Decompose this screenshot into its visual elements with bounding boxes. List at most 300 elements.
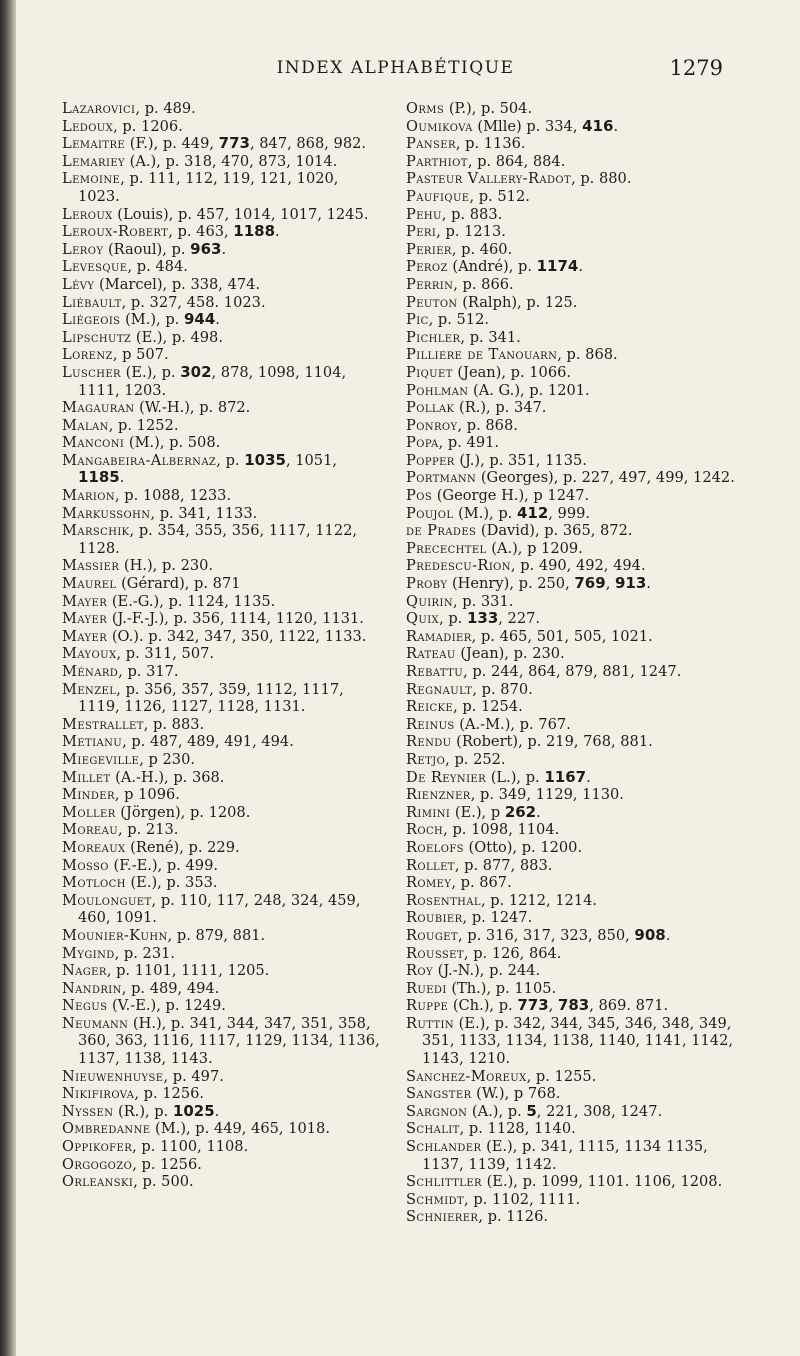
entry-name: Mayer [62, 610, 108, 628]
entry-refs: (Gérard), p. 871 [116, 575, 241, 593]
index-entry [62, 769, 382, 787]
entry-refs: (O.). p. 342, 347, 350, 1122, 1133. [107, 627, 367, 645]
entry-name: Lemaitre [62, 135, 126, 153]
entry-refs: , p. 463, [168, 223, 234, 241]
entry-name: Mygind [62, 944, 115, 962]
entry-name: Roy [406, 962, 433, 980]
index-entry [406, 733, 741, 751]
entry-name: Orms [406, 100, 445, 117]
entry-name: Moller [62, 803, 116, 821]
index-entry [406, 118, 741, 136]
entry-refs-tail: , 869. 871. [589, 997, 669, 1015]
entry-refs: (A.), p. [467, 1102, 527, 1120]
entry-name: Liébault [62, 293, 122, 311]
entry-refs: (Louis), p. 457, 1014, 1017, 1245. [112, 205, 369, 223]
index-entry [62, 645, 382, 663]
entry-refs: (A. G.), p. 1201. [468, 381, 590, 399]
entry-name: Paufique [406, 187, 470, 205]
entry-refs: , p. 341. [460, 328, 521, 346]
entry-name: Marschik [62, 522, 130, 540]
entry-refs: (J.), p. 351, 1135. [454, 451, 587, 469]
entry-bold-ref: 1188 [233, 222, 276, 241]
entry-bold-ref: 5 [526, 1101, 537, 1120]
entry-refs: , p. 500. [133, 1173, 194, 1191]
entry-name: Popper [406, 451, 455, 469]
index-entry [62, 522, 382, 557]
index-entry [406, 346, 741, 364]
index-column-right [406, 100, 741, 1226]
index-entry [62, 997, 382, 1015]
entry-refs: , p. [439, 610, 467, 628]
entry-name: Mounier-Kuhn [62, 926, 168, 944]
entry-refs: , p. 1136. [455, 135, 526, 153]
entry-bold-ref: 769 [574, 574, 606, 593]
entry-refs: (R.), p. 347. [454, 399, 547, 417]
index-entry [406, 487, 741, 505]
index-entry [62, 1085, 382, 1103]
index-entry [62, 1156, 382, 1174]
entry-refs-tail: . [215, 311, 220, 329]
entry-refs: (A.-H.), p. 368. [110, 768, 225, 786]
entry-bold-ref: 1035 [244, 450, 286, 469]
entry-name: Ombredanne [62, 1120, 151, 1138]
index-entry [406, 874, 741, 892]
index-entry [62, 329, 382, 347]
entry-name: Mayer [62, 592, 108, 610]
entry-name: Motloch [62, 874, 126, 892]
index-entry [62, 751, 382, 769]
entry-refs: , p. 512. [428, 311, 490, 329]
entry-refs: , p. 1254. [453, 698, 523, 716]
entry-name: Pehu [406, 205, 442, 223]
index-entry [406, 364, 741, 382]
entry-name: Malan [62, 416, 109, 434]
entry-refs: , p. 356, 357, 359, 1112, 1117, 1119, 1126, 1127, 1128, 1131. [78, 680, 344, 716]
entry-refs: (H.), p. 341, 344, 347, 351, 358, 360, 363, 1116, 1117, 1129, 1134, 1136, 1137, 1138, 1143. [78, 1014, 380, 1068]
index-entry [62, 135, 382, 153]
index-entry [62, 223, 382, 241]
entry-refs: , p. 331. [452, 592, 514, 610]
entry-refs: , p. 866. [453, 275, 514, 293]
entry-refs: (E.-G.), p. 1124, 1135. [107, 592, 276, 610]
entry-name: Rendu [406, 733, 452, 751]
entry-refs: (F.-E.), p. 499. [108, 856, 219, 874]
index-entry [406, 575, 741, 593]
entry-refs: (Otto), p. 1200. [463, 838, 583, 856]
entry-name: Perrin [406, 275, 454, 293]
index-entry [406, 909, 741, 927]
entry-name: Millet [62, 768, 111, 786]
entry-name: Mayoux [62, 645, 117, 663]
index-entry [62, 980, 382, 998]
index-entry [406, 593, 741, 611]
entry-name: Sargnon [406, 1102, 468, 1120]
index-entry [62, 839, 382, 857]
entry-name: Quix [406, 610, 440, 628]
entry-refs: , p 230. [139, 750, 195, 768]
entry-name: Schlander [406, 1138, 482, 1156]
entry-name: Ponroy [406, 416, 458, 434]
entry-name: Leroux [62, 205, 113, 223]
entry-refs-tail: , 999. [548, 504, 591, 522]
entry-refs: (A.), p 1209. [486, 539, 583, 557]
entry-refs: (Georges), p. 227, 497, 499, 1242. [476, 469, 735, 487]
index-entry [406, 1068, 741, 1086]
entry-name: Retjo [406, 750, 446, 768]
entry-refs: (A.), p. 318, 470, 873, 1014. [125, 152, 338, 170]
entry-name: Pos [406, 487, 433, 505]
entry-name: Rebattu [406, 663, 464, 680]
entry-refs: , p. 213. [118, 821, 179, 839]
index-entry [62, 663, 382, 681]
index-entry [406, 452, 741, 470]
entry-name: Peroz [406, 258, 448, 276]
entry-refs: (André), p. [447, 258, 537, 276]
entry-refs: , p. 111, 112, 119, 121, 1020, 1023. [78, 170, 339, 205]
entry-name: Lipschutz [62, 328, 132, 346]
entry-name: Maurel [62, 575, 117, 593]
entry-name: Roelofs [406, 838, 464, 856]
entry-bold-ref: 412 [516, 503, 549, 522]
entry-name: Piquet [406, 363, 453, 381]
index-entry [62, 118, 382, 136]
entry-refs: , p. 1256. [134, 1085, 205, 1103]
entry-name: Portmann [406, 469, 477, 487]
entry-refs: , p. 1247. [462, 909, 533, 927]
entry-refs: , p. 868. [457, 416, 518, 434]
entry-name: Parthiot [406, 152, 468, 170]
index-entry [406, 188, 741, 206]
entry-name: Sanchez-Moreux [406, 1067, 527, 1085]
entry-name: Schlittler [406, 1173, 482, 1191]
entry-name: Mangabeira-Albernaz [62, 451, 217, 469]
index-entry [406, 980, 741, 998]
entry-refs: , p. 1128, 1140. [459, 1120, 576, 1138]
index-entry [62, 206, 382, 224]
index-entry [62, 927, 382, 945]
entry-refs: (J.-F.-J.), p. 356, 1114, 1120, 1131. [107, 610, 364, 628]
entry-bold-ref: 1185 [78, 468, 120, 487]
index-entry [406, 311, 741, 329]
index-entry [406, 1191, 741, 1209]
index-column-left [62, 100, 382, 1191]
index-entry [62, 821, 382, 839]
entry-refs: (W.-H.), p. 872. [134, 399, 251, 417]
index-entry [62, 258, 382, 276]
index-entry [62, 945, 382, 963]
entry-name: Nandrin [62, 979, 122, 997]
entry-name: Metianu [62, 733, 123, 751]
entry-refs: , p. 1206. [113, 117, 183, 135]
index-entry [62, 610, 382, 628]
entry-name: Sangster [406, 1085, 472, 1103]
entry-name: Mestrallet [62, 715, 144, 733]
index-entry [62, 505, 382, 523]
entry-refs: , p. 883. [441, 205, 503, 223]
entry-refs: , p. 879, 881. [167, 926, 266, 944]
entry-refs: (E.), p. 341, 1115, 1134 1135, 1137, 1139, 1142. [422, 1138, 708, 1173]
entry-refs-tail: . [646, 575, 651, 593]
entry-refs-tail: . [119, 469, 125, 487]
entry-refs-tail: . [221, 240, 227, 258]
entry-refs: (E.), p. 498. [131, 328, 223, 346]
entry-refs: , p. 1126. [478, 1208, 549, 1226]
index-entry [62, 452, 382, 487]
index-entry [62, 892, 382, 927]
entry-name: Oumikova [406, 117, 473, 135]
entry-refs: , p. 1256. [132, 1155, 202, 1173]
index-entry [62, 399, 382, 417]
entry-refs: , p. 252. [445, 750, 506, 768]
entry-refs: , p. 1213. [436, 223, 506, 241]
index-entry [62, 100, 382, 118]
entry-refs: , p. 484. [127, 258, 188, 276]
entry-refs-tail: , 1051, [285, 451, 338, 469]
index-entry [406, 1015, 741, 1068]
index-entry [62, 276, 382, 294]
index-entry [62, 874, 382, 892]
index-entry [406, 1120, 741, 1138]
index-entry [406, 1103, 741, 1121]
index-entry [62, 557, 382, 575]
entry-name: Schmidt [406, 1190, 465, 1208]
entry-refs: , p. 877, 883. [454, 856, 553, 874]
entry-name: Pollak [406, 399, 455, 417]
entry-refs: , p. 868. [557, 346, 618, 364]
entry-refs: , p. 126, 864. [463, 944, 562, 962]
index-entry [406, 786, 741, 804]
entry-name: Pilliere de Tanouarn [406, 346, 558, 364]
index-entry [406, 1208, 741, 1226]
entry-refs: , p. 316, 317, 323, 850, [457, 926, 635, 944]
entry-bold-ref: 773 [218, 134, 250, 153]
entry-name: Proby [406, 575, 448, 593]
entry-refs: (E.), p. 1099, 1101. 1106, 1208. [481, 1173, 723, 1191]
index-entry [406, 329, 741, 347]
entry-refs: , p. 231. [114, 944, 176, 962]
entry-name: Pasteur Vallery-Radot [406, 170, 572, 188]
entry-name: Lemariey [62, 152, 126, 170]
entry-refs: , p 1096. [114, 786, 180, 804]
index-entry [62, 857, 382, 875]
entry-refs-tail: , 227. [498, 610, 541, 628]
index-entry [62, 1103, 382, 1121]
index-entry [406, 945, 741, 963]
entry-name: Roch [406, 821, 444, 839]
index-entry [406, 100, 741, 118]
entry-refs: (George H.), p 1247. [432, 487, 590, 505]
entry-refs: , p. 880. [571, 170, 632, 188]
entry-name: Moreau [62, 821, 119, 839]
entry-refs: , p. 341, 1133. [150, 504, 258, 522]
entry-refs: , p. 1255. [526, 1067, 597, 1085]
entry-name: Menzel [62, 680, 117, 698]
index-entry [62, 417, 382, 435]
page-number: 1279 [669, 56, 723, 80]
entry-name: Ménard [62, 663, 119, 680]
index-entry [62, 593, 382, 611]
entry-refs: , p. 487, 489, 491, 494. [122, 733, 294, 751]
entry-bold-ref: 416 [582, 116, 614, 135]
entry-refs: (P.), p. 504. [444, 100, 533, 117]
entry-refs-tail: . [578, 258, 584, 276]
entry-refs: (H.), p. 230. [119, 557, 214, 575]
entry-bold-ref: 908 [634, 925, 666, 944]
entry-name: Moreaux [62, 838, 126, 856]
entry-refs: (René), p. 229. [125, 838, 240, 856]
index-entry [406, 522, 741, 540]
index-entry [62, 170, 382, 205]
entry-refs: , p. 349, 1129, 1130. [470, 786, 624, 804]
index-entry [406, 997, 741, 1015]
entry-refs: (David), p. 365, 872. [476, 522, 633, 540]
page-header [68, 56, 723, 84]
index-entry [406, 417, 741, 435]
entry-refs: , p. 1098, 1104. [443, 821, 560, 839]
index-entry [406, 399, 741, 417]
index-entry [406, 135, 741, 153]
entry-name: Levesque [62, 258, 128, 276]
index-entry [406, 170, 741, 188]
entry-bold-ref: 913 [614, 574, 647, 593]
entry-name: Panser [406, 135, 456, 153]
index-entry [406, 1138, 741, 1173]
index-entry [406, 698, 741, 716]
entry-name: Negus [62, 997, 108, 1015]
index-entry [406, 628, 741, 646]
entry-refs: (M.), p. 508. [124, 434, 221, 452]
entry-name: Lévy [62, 275, 95, 293]
entry-refs: , p. 317. [118, 663, 179, 680]
entry-name: Marion [62, 487, 115, 505]
entry-refs: (Henry), p. 250, [447, 575, 575, 593]
entry-name: Roubier [406, 909, 463, 927]
entry-refs: , p. 460. [451, 240, 513, 258]
index-entry [406, 962, 741, 980]
index-entry [406, 434, 741, 452]
entry-refs: , p. 491. [438, 434, 500, 452]
index-entry [62, 1138, 382, 1156]
book-spine-shadow [0, 0, 16, 1356]
entry-refs: (V.-E.), p. 1249. [107, 997, 226, 1015]
entry-name: De Reynier [406, 768, 487, 786]
entry-name: Lazarovici [62, 100, 136, 117]
entry-bold-ref: 302 [180, 362, 212, 381]
entry-refs: , p. [216, 451, 245, 469]
index-entry [406, 382, 741, 400]
entry-name: Poujol [406, 504, 454, 522]
entry-refs: (Th.), p. 1105. [446, 979, 557, 997]
entry-name: Oppikofer [62, 1138, 133, 1156]
entry-name: Romey [406, 874, 452, 892]
entry-refs: (Jean), p. 230. [455, 645, 565, 663]
entry-name: Magauran [62, 399, 135, 417]
index-entry [62, 1068, 382, 1086]
entry-refs: (F.), p. 449, [125, 135, 219, 153]
entry-name: Ruedi [406, 979, 447, 997]
index-entry [406, 1085, 741, 1103]
entry-bold-ref: 783 [557, 996, 590, 1015]
entry-name: Nikifirova [62, 1085, 135, 1103]
entry-name: Rienzner [406, 786, 471, 804]
entry-refs: , p. 1252. [108, 416, 179, 434]
index-entry [406, 681, 741, 699]
entry-name: Massier [62, 557, 120, 575]
entry-name: Peri [406, 223, 437, 241]
entry-refs: , p. 489. [135, 100, 196, 117]
index-entry [62, 786, 382, 804]
entry-bold-ref: 773 [517, 996, 549, 1015]
entry-refs-tail: , 847, 868, 982. [249, 135, 367, 153]
entry-name: Pic [406, 311, 429, 329]
index-entry [62, 962, 382, 980]
entry-refs-tail: . [214, 1102, 220, 1120]
entry-refs: (Robert), p. 219, 768, 881. [451, 733, 653, 751]
entry-name: Rousset [406, 944, 464, 962]
entry-refs-tail: . [275, 223, 280, 241]
entry-refs-tail: , 221, 308, 1247. [536, 1102, 663, 1120]
entry-refs-tail: . [586, 768, 591, 786]
entry-refs-tail: . [665, 926, 671, 944]
entry-refs: , p 507. [112, 346, 169, 364]
entry-name: Rateau [406, 645, 456, 663]
entry-name: Peuton [406, 293, 458, 311]
entry-name: Schalit [406, 1120, 460, 1138]
entry-bold-ref: 1025 [172, 1101, 215, 1120]
index-entry [406, 927, 741, 945]
entry-name: Minder [62, 786, 115, 804]
entry-refs: (E.), p. [120, 363, 181, 381]
entry-name: Rimini [406, 803, 451, 821]
entry-name: Reinus [406, 715, 455, 733]
entry-refs: , p. 354, 355, 356, 1117, 1122, 1128. [78, 522, 358, 557]
entry-refs: (J.-N.), p. 244. [433, 962, 541, 980]
index-entry [406, 505, 741, 523]
entry-refs-tail: , [548, 997, 558, 1015]
entry-name: Ruttin [406, 1014, 455, 1032]
entry-refs: (E.), p [450, 803, 505, 821]
entry-refs: (Ch.), p. [448, 997, 518, 1015]
entry-refs-tail: , [605, 575, 615, 593]
entry-refs: (W.), p 768. [471, 1085, 561, 1103]
entry-refs: (E.), p. 342, 344, 345, 346, 348, 349, 351, 1133, 1134, 1138, 1140, 1141, 1142, 1143, 1210. [422, 1014, 734, 1068]
entry-refs: (M.), p. [453, 504, 517, 522]
entry-name: Orleanski [62, 1173, 134, 1191]
index-entry [62, 346, 382, 364]
index-entry [406, 540, 741, 558]
entry-refs: (Mlle) p. 334, [472, 117, 583, 135]
entry-refs: , p. 512. [469, 187, 530, 205]
entry-refs: (A.-M.), p. 767. [454, 715, 571, 733]
entry-refs: (Jean), p. 1066. [452, 363, 572, 381]
entry-refs: , p. 244, 864, 879, 881, 1247. [463, 663, 682, 680]
entry-name: Precechtel [406, 539, 487, 557]
entry-refs: , p. 490, 492, 494. [510, 557, 646, 575]
entry-refs: (Raoul), p. [103, 240, 191, 258]
index-entry [62, 153, 382, 171]
entry-refs: (M.), p. [120, 311, 184, 329]
entry-name: Nieuwenhuyse [62, 1067, 164, 1085]
entry-refs-tail: . [613, 117, 619, 135]
entry-name: Nyssen [62, 1102, 114, 1120]
entry-refs: (Marcel), p. 338, 474. [94, 275, 261, 293]
entry-name: Mosso [62, 856, 109, 874]
index-entry [62, 241, 382, 259]
entry-refs: , p. 497. [163, 1067, 224, 1085]
index-entry [62, 1015, 382, 1068]
page-title: INDEX ALPHABÉTIQUE [276, 58, 515, 78]
index-entry [406, 645, 741, 663]
